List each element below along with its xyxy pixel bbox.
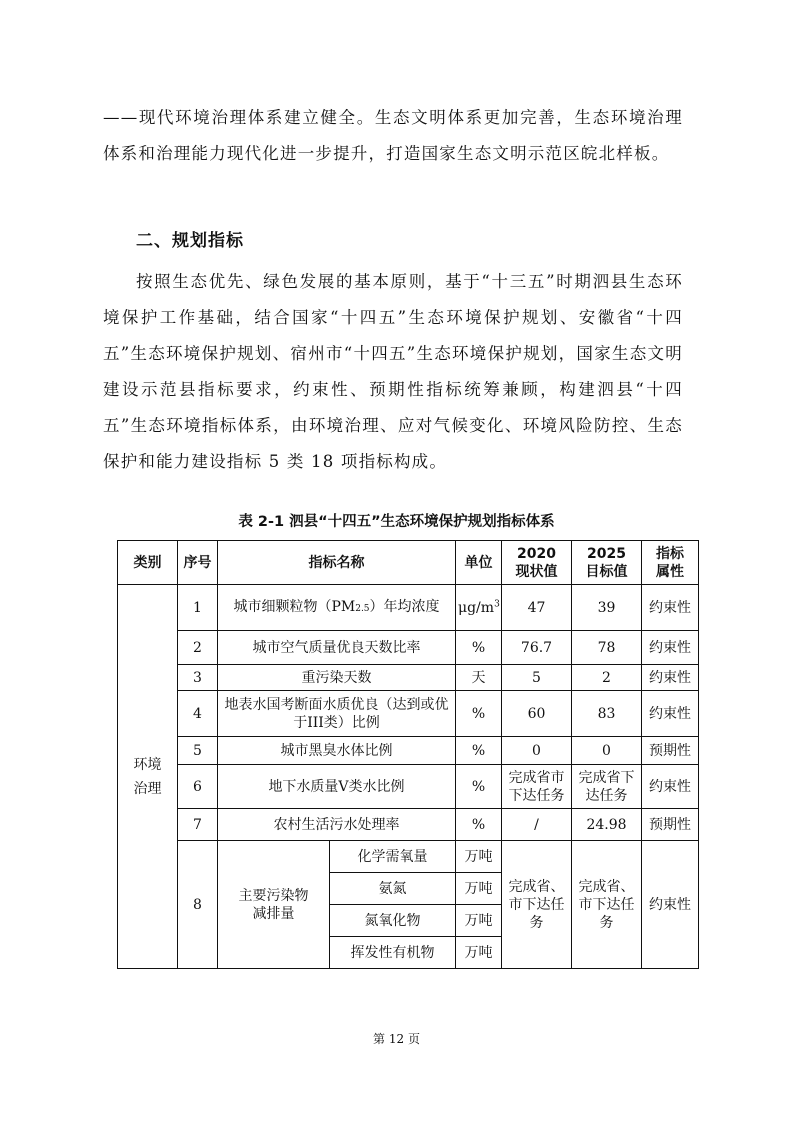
table-row (118, 765, 699, 809)
value-2025-cell: 78 (572, 631, 642, 665)
header-attr: 指标 属性 (642, 541, 699, 585)
section-heading: 二、规划指标 (136, 231, 244, 251)
name-cell: 城市细颗粒物（PM2.5）年均浓度 (218, 585, 456, 631)
indicator-table (117, 540, 699, 969)
unit-cell: 万吨 (456, 937, 502, 969)
name-cell: 地下水质量V类水比例 (218, 765, 456, 809)
value-2025-cell: 39 (572, 585, 642, 631)
paragraph-goal: ——现代环境治理体系建立健全。生态文明体系更加完善，生态环境治理体系和治理能力现代化进一步提升，打造国家生态文明示范区皖北样板。 (103, 108, 683, 163)
value-2020-cell: 完成省、市下达任务 (502, 841, 572, 969)
value-2025-cell: 完成省、市下达任务 (572, 841, 642, 969)
pollutant-name-cell: 氨氮 (330, 873, 456, 905)
header-2020: 2020 现状值 (502, 541, 572, 585)
value-2025-cell: 2 (572, 665, 642, 691)
unit-cell: 万吨 (456, 841, 502, 873)
header-category: 类别 (118, 541, 178, 585)
header-name: 指标名称 (218, 541, 456, 585)
pollutant-name-cell: 化学需氧量 (330, 841, 456, 873)
unit-cell: 万吨 (456, 873, 502, 905)
value-2025-cell: 24.98 (572, 809, 642, 841)
unit-cell: % (456, 631, 502, 665)
value-2020-cell: 5 (502, 665, 572, 691)
unit-cell: % (456, 691, 502, 737)
table-row (118, 809, 699, 841)
group-name-cell: 主要污染物减排量 (218, 841, 330, 969)
attr-cell: 约束性 (642, 765, 699, 809)
attr-cell: 预期性 (642, 737, 699, 765)
name-cell: 地表水国考断面水质优良（达到或优于III类）比例 (218, 691, 456, 737)
pollutant-name-cell: 氮氧化物 (330, 905, 456, 937)
seq-cell: 3 (178, 665, 218, 691)
name-cell: 农村生活污水处理率 (218, 809, 456, 841)
name-cell: 城市空气质量优良天数比率 (218, 631, 456, 665)
table-row (118, 585, 699, 631)
unit-cell: % (456, 809, 502, 841)
value-2020-cell: 60 (502, 691, 572, 737)
value-2020-cell: 47 (502, 585, 572, 631)
unit-cell: % (456, 737, 502, 765)
seq-cell: 7 (178, 809, 218, 841)
seq-cell: 1 (178, 585, 218, 631)
name-cell: 重污染天数 (218, 665, 456, 691)
table-row (118, 691, 699, 737)
seq-cell: 2 (178, 631, 218, 665)
table-row (118, 631, 699, 665)
seq-cell: 4 (178, 691, 218, 737)
header-2025: 2025 目标值 (572, 541, 642, 585)
attr-cell: 约束性 (642, 585, 699, 631)
value-2025-cell: 0 (572, 737, 642, 765)
table-row (118, 841, 699, 873)
attr-cell: 约束性 (642, 631, 699, 665)
value-2020-cell: 完成省市下达任务 (502, 765, 572, 809)
table-row (118, 665, 699, 691)
value-2020-cell: / (502, 809, 572, 841)
table-caption: 表 2-1 泗县“十四五”生态环境保护规划指标体系 (238, 514, 555, 530)
value-2025-cell: 完成省下达任务 (572, 765, 642, 809)
unit-cell: 天 (456, 665, 502, 691)
seq-cell: 5 (178, 737, 218, 765)
attr-cell: 约束性 (642, 691, 699, 737)
unit-cell: 万吨 (456, 905, 502, 937)
page-number: 第 12 页 (373, 1032, 420, 1046)
unit-cell: % (456, 765, 502, 809)
header-unit: 单位 (456, 541, 502, 585)
attr-cell: 约束性 (642, 665, 699, 691)
value-2025-cell: 83 (572, 691, 642, 737)
table-header-row (118, 541, 699, 585)
seq-cell: 6 (178, 765, 218, 809)
unit-cell: $\mu g/m^3$ (456, 585, 502, 631)
attr-cell: 约束性 (642, 841, 699, 969)
category-cell: 环境 治理 (118, 585, 178, 969)
value-2020-cell: 76.7 (502, 631, 572, 665)
name-cell: 城市黑臭水体比例 (218, 737, 456, 765)
seq-cell: 8 (178, 841, 218, 969)
header-seq: 序号 (178, 541, 218, 585)
attr-cell: 预期性 (642, 809, 699, 841)
paragraph-intro: 按照生态优先、绿色发展的基本原则，基于“十三五”时期泗县生态环境保护工作基础，结合国家“十四五”生态环境保护规划、安徽省“十四五”生态环境保护规划、宿州市“十四五”生态环境保护规划，国家生态文明建设示范县指标要求，约束性、预期性指标统筹兼顾，构建泗县“十四五”生态环境指标体系，由环境治理、应对气候变化、环境风险防控、生态保护和能力建设指标 5 类 18 项指标构成。 (103, 272, 683, 471)
pollutant-name-cell: 挥发性有机物 (330, 937, 456, 969)
value-2020-cell: 0 (502, 737, 572, 765)
table-row (118, 737, 699, 765)
